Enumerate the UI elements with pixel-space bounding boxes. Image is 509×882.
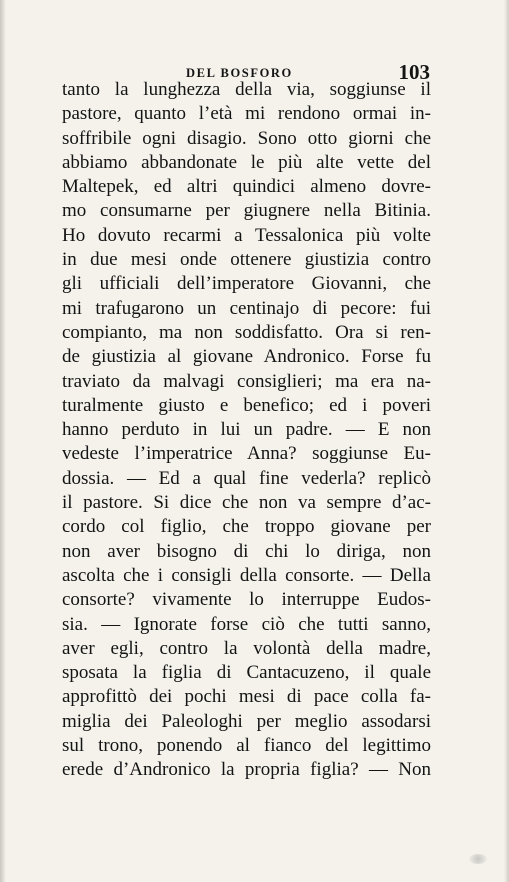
text-line: Ho dovuto recarmi a Tessalonica più volte bbox=[62, 224, 431, 246]
ink-smudge bbox=[469, 854, 487, 864]
page-right-edge bbox=[504, 0, 509, 882]
text-line: ascolta che i consigli della consorte. — Della bbox=[62, 564, 431, 586]
text-line: Maltepek, ed altri quindici almeno dovre- bbox=[62, 176, 431, 198]
text-line: gli ufficiali dell’imperatore Giovanni, che bbox=[62, 273, 431, 295]
text-line: il pastore. Si dice che non va sempre d’ac- bbox=[62, 492, 431, 514]
text-line: in due mesi onde ottenere giustizia contro bbox=[62, 249, 431, 271]
text-line: consorte? vivamente lo interruppe Eudos- bbox=[62, 589, 431, 611]
text-line: de giustizia al giovane Andronico. Forse fu bbox=[62, 346, 431, 368]
text-line: hanno perduto in lui un padre. — E non bbox=[62, 419, 431, 441]
text-line: erede d’Andronico la propria figlia? — Non bbox=[62, 759, 431, 781]
body-text bbox=[62, 78, 431, 783]
running-head: DEL BOSFORO bbox=[186, 66, 293, 80]
text-line: turalmente giusto e benefico; ed i poveri bbox=[62, 394, 431, 416]
text-line: tanto la lunghezza della via, soggiunse il bbox=[62, 79, 431, 100]
text-line: abbiamo abbandonate le più alte vette del bbox=[62, 151, 431, 173]
text-line: non aver bisogno di chi lo diriga, non bbox=[62, 540, 431, 562]
text-line: traviato da malvagi consiglieri; ma era na- bbox=[62, 370, 431, 392]
text-line: vedeste l’imperatrice Anna? soggiunse Eu- bbox=[62, 443, 431, 465]
text-line: dossia. — Ed a qual fine vederla? replicò bbox=[62, 467, 431, 489]
text-line: sposata la figlia di Cantacuzeno, il quale bbox=[62, 662, 431, 684]
text-line: sul trono, ponendo al fianco del legittimo bbox=[62, 735, 431, 757]
text-line: mo consumarne per giugnere nella Bitinia. bbox=[62, 200, 431, 222]
text-line: miglia dei Paleologhi per meglio assodarsi bbox=[62, 710, 431, 732]
text-line: pastore, quanto l’età mi rendono ormai in- bbox=[62, 103, 431, 125]
page-left-edge bbox=[0, 0, 6, 882]
text-line: mi trafugarono un centinajo di pecore: fui bbox=[62, 297, 431, 319]
text-line: aver egli, contro la volontà della madre, bbox=[62, 637, 431, 659]
text-line: cordo col figlio, che troppo giovane per bbox=[62, 516, 431, 538]
page-number: 103 bbox=[398, 60, 430, 84]
text-line: compianto, ma non soddisfatto. Ora si ren- bbox=[62, 321, 431, 343]
text-line: approfittò dei pochi mesi di pace colla fa- bbox=[62, 686, 431, 708]
text-line: soffribile ogni disagio. Sono otto giorni che bbox=[62, 127, 431, 149]
text-line: sia. — Ignorate forse ciò che tutti sanno, bbox=[62, 613, 431, 635]
